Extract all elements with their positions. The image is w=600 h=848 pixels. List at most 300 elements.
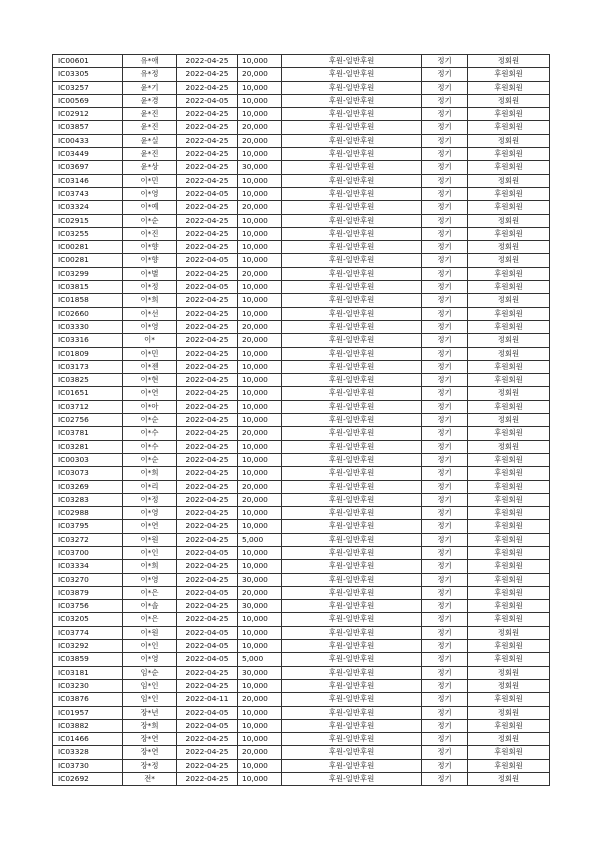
payment-cycle-cell: 정기 (422, 400, 468, 413)
payment-date-cell: 2022-04-25 (177, 174, 238, 187)
table-row (53, 121, 550, 134)
member-name-cell: 이*수 (123, 440, 177, 453)
payment-date-cell: 2022-04-25 (177, 414, 238, 427)
member-grade-cell: 후원회원 (468, 320, 550, 333)
member-id-cell: IC03697 (53, 161, 123, 174)
payment-cycle-cell: 정기 (422, 746, 468, 759)
member-name-cell: 이*선 (123, 307, 177, 320)
member-id-cell: IC01466 (53, 733, 123, 746)
donation-type-cell: 후원-일반후원 (282, 666, 422, 679)
member-grade-cell: 후원회원 (468, 480, 550, 493)
amount-cell: 10,000 (238, 227, 282, 240)
payment-date-cell: 2022-04-25 (177, 573, 238, 586)
table-row (53, 55, 550, 68)
member-id-cell: IC03756 (53, 600, 123, 613)
table-row (53, 241, 550, 254)
member-grade-cell: 정회원 (468, 706, 550, 719)
donation-type-cell: 후원-일반후원 (282, 400, 422, 413)
payment-date-cell: 2022-04-05 (177, 546, 238, 559)
table-row (53, 613, 550, 626)
member-name-cell: 장*연 (123, 746, 177, 759)
table-row (53, 94, 550, 107)
payment-date-cell: 2022-04-25 (177, 480, 238, 493)
member-name-cell: 이* (123, 334, 177, 347)
member-grade-cell: 후원회원 (468, 161, 550, 174)
member-id-cell: IC01651 (53, 387, 123, 400)
member-name-cell: 이*원 (123, 533, 177, 546)
payment-cycle-cell: 정기 (422, 560, 468, 573)
amount-cell: 10,000 (238, 626, 282, 639)
member-id-cell: IC03700 (53, 546, 123, 559)
member-name-cell: 이*솔 (123, 600, 177, 613)
table-row (53, 533, 550, 546)
member-name-cell: 윤*실 (123, 134, 177, 147)
payment-cycle-cell: 정기 (422, 586, 468, 599)
member-grade-cell: 후원회원 (468, 267, 550, 280)
donation-type-cell: 후원-일반후원 (282, 733, 422, 746)
donation-type-cell: 후원-일반후원 (282, 719, 422, 732)
member-grade-cell: 정회원 (468, 134, 550, 147)
payment-date-cell: 2022-04-25 (177, 307, 238, 320)
payment-date-cell: 2022-04-25 (177, 134, 238, 147)
member-grade-cell: 정회원 (468, 94, 550, 107)
payment-cycle-cell: 정기 (422, 68, 468, 81)
payment-date-cell: 2022-04-11 (177, 693, 238, 706)
member-name-cell: 이*아 (123, 400, 177, 413)
payment-date-cell: 2022-04-25 (177, 347, 238, 360)
donation-type-cell: 후원-일반후원 (282, 134, 422, 147)
table-row (53, 507, 550, 520)
payment-date-cell: 2022-04-05 (177, 586, 238, 599)
donation-type-cell: 후원-일반후원 (282, 453, 422, 466)
table-row (53, 81, 550, 94)
member-grade-cell: 후원회원 (468, 653, 550, 666)
payment-date-cell: 2022-04-05 (177, 653, 238, 666)
member-id-cell: IC03255 (53, 227, 123, 240)
member-grade-cell: 후원회원 (468, 307, 550, 320)
payment-date-cell: 2022-04-25 (177, 507, 238, 520)
member-id-cell: IC03743 (53, 187, 123, 200)
donation-type-cell: 후원-일반후원 (282, 480, 422, 493)
amount-cell: 10,000 (238, 360, 282, 373)
member-grade-cell: 정회원 (468, 254, 550, 267)
table-row (53, 187, 550, 200)
donation-type-cell: 후원-일반후원 (282, 94, 422, 107)
member-name-cell: 이*향 (123, 241, 177, 254)
member-name-cell: 임*인 (123, 679, 177, 692)
amount-cell: 10,000 (238, 108, 282, 121)
payment-date-cell: 2022-04-25 (177, 453, 238, 466)
payment-cycle-cell: 정기 (422, 134, 468, 147)
payment-date-cell: 2022-04-25 (177, 746, 238, 759)
member-id-cell: IC01957 (53, 706, 123, 719)
table-row (53, 493, 550, 506)
member-id-cell: IC02912 (53, 108, 123, 121)
amount-cell: 20,000 (238, 480, 282, 493)
member-id-cell: IC03879 (53, 586, 123, 599)
member-id-cell: IC03283 (53, 493, 123, 506)
amount-cell: 10,000 (238, 453, 282, 466)
payment-cycle-cell: 정기 (422, 493, 468, 506)
amount-cell: 10,000 (238, 640, 282, 653)
payment-date-cell: 2022-04-25 (177, 374, 238, 387)
payment-date-cell: 2022-04-25 (177, 241, 238, 254)
amount-cell: 10,000 (238, 94, 282, 107)
member-id-cell: IC03205 (53, 613, 123, 626)
member-grade-cell: 후원회원 (468, 187, 550, 200)
payment-date-cell: 2022-04-25 (177, 360, 238, 373)
table-row (53, 214, 550, 227)
member-grade-cell: 후원회원 (468, 81, 550, 94)
member-id-cell: IC03316 (53, 334, 123, 347)
payment-cycle-cell: 정기 (422, 254, 468, 267)
donation-type-cell: 후원-일반후원 (282, 307, 422, 320)
donation-type-cell: 후원-일반후원 (282, 55, 422, 68)
member-id-cell: IC03257 (53, 81, 123, 94)
member-name-cell: 이*민 (123, 174, 177, 187)
donation-type-cell: 후원-일반후원 (282, 281, 422, 294)
member-name-cell: 이*영 (123, 507, 177, 520)
member-id-cell: IC01858 (53, 294, 123, 307)
donation-type-cell: 후원-일반후원 (282, 746, 422, 759)
member-grade-cell: 정회원 (468, 773, 550, 786)
member-id-cell: IC03795 (53, 520, 123, 533)
member-name-cell: 이*향 (123, 254, 177, 267)
amount-cell: 20,000 (238, 121, 282, 134)
amount-cell: 20,000 (238, 746, 282, 759)
table-row (53, 480, 550, 493)
payment-cycle-cell: 정기 (422, 453, 468, 466)
member-grade-cell: 후원회원 (468, 493, 550, 506)
table-row (53, 161, 550, 174)
member-id-cell: IC03281 (53, 440, 123, 453)
payment-date-cell: 2022-04-25 (177, 294, 238, 307)
table-row (53, 546, 550, 559)
member-name-cell: 이*영 (123, 187, 177, 200)
amount-cell: 20,000 (238, 267, 282, 280)
payment-cycle-cell: 정기 (422, 427, 468, 440)
donation-type-cell: 후원-일반후원 (282, 241, 422, 254)
member-grade-cell: 후원회원 (468, 573, 550, 586)
table-row (53, 653, 550, 666)
member-grade-cell: 후원회원 (468, 148, 550, 161)
member-id-cell: IC03876 (53, 693, 123, 706)
member-id-cell: IC03173 (53, 360, 123, 373)
member-name-cell: 이*정 (123, 281, 177, 294)
payment-cycle-cell: 정기 (422, 733, 468, 746)
table-row (53, 294, 550, 307)
amount-cell: 20,000 (238, 586, 282, 599)
payment-cycle-cell: 정기 (422, 320, 468, 333)
table-row (53, 307, 550, 320)
member-name-cell: 유*애 (123, 55, 177, 68)
donation-type-cell: 후원-일반후원 (282, 640, 422, 653)
payment-date-cell: 2022-04-25 (177, 267, 238, 280)
member-name-cell: 이*순 (123, 453, 177, 466)
table-row (53, 108, 550, 121)
donation-type-cell: 후원-일반후원 (282, 320, 422, 333)
member-id-cell: IC02660 (53, 307, 123, 320)
member-name-cell: 이*민 (123, 347, 177, 360)
payment-cycle-cell: 정기 (422, 719, 468, 732)
donation-type-cell: 후원-일반후원 (282, 374, 422, 387)
payment-cycle-cell: 정기 (422, 666, 468, 679)
donor-table-body (53, 55, 550, 786)
member-grade-cell: 후원회원 (468, 533, 550, 546)
donation-type-cell: 후원-일반후원 (282, 108, 422, 121)
payment-cycle-cell: 정기 (422, 121, 468, 134)
member-grade-cell: 후원회원 (468, 108, 550, 121)
table-row (53, 414, 550, 427)
member-grade-cell: 후원회원 (468, 507, 550, 520)
payment-date-cell: 2022-04-25 (177, 533, 238, 546)
donation-type-cell: 후원-일반후원 (282, 187, 422, 200)
payment-date-cell: 2022-04-25 (177, 773, 238, 786)
donation-type-cell: 후원-일반후원 (282, 214, 422, 227)
amount-cell: 10,000 (238, 374, 282, 387)
payment-date-cell: 2022-04-25 (177, 121, 238, 134)
amount-cell: 10,000 (238, 706, 282, 719)
payment-cycle-cell: 정기 (422, 613, 468, 626)
amount-cell: 20,000 (238, 493, 282, 506)
amount-cell: 20,000 (238, 134, 282, 147)
payment-date-cell: 2022-04-25 (177, 493, 238, 506)
member-name-cell: 이*순 (123, 214, 177, 227)
amount-cell: 30,000 (238, 573, 282, 586)
donation-type-cell: 후원-일반후원 (282, 427, 422, 440)
payment-date-cell: 2022-04-25 (177, 334, 238, 347)
table-row (53, 746, 550, 759)
payment-cycle-cell: 정기 (422, 81, 468, 94)
amount-cell: 10,000 (238, 400, 282, 413)
member-name-cell: 이*희 (123, 467, 177, 480)
member-grade-cell: 정회원 (468, 55, 550, 68)
member-name-cell: 이*희 (123, 560, 177, 573)
member-id-cell: IC03272 (53, 533, 123, 546)
member-grade-cell: 후원회원 (468, 374, 550, 387)
member-grade-cell: 후원회원 (468, 640, 550, 653)
member-name-cell: 윤*진 (123, 148, 177, 161)
table-row (53, 334, 550, 347)
member-id-cell: IC03305 (53, 68, 123, 81)
amount-cell: 10,000 (238, 254, 282, 267)
member-name-cell: 이*희 (123, 294, 177, 307)
table-row (53, 773, 550, 786)
member-grade-cell: 후원회원 (468, 400, 550, 413)
amount-cell: 10,000 (238, 440, 282, 453)
amount-cell: 10,000 (238, 81, 282, 94)
member-grade-cell: 후원회원 (468, 719, 550, 732)
member-grade-cell: 정회원 (468, 294, 550, 307)
member-name-cell: 임*순 (123, 666, 177, 679)
amount-cell: 30,000 (238, 161, 282, 174)
table-row (53, 560, 550, 573)
member-grade-cell: 후원회원 (468, 201, 550, 214)
payment-date-cell: 2022-04-25 (177, 161, 238, 174)
payment-cycle-cell: 정기 (422, 414, 468, 427)
donation-type-cell: 후원-일반후원 (282, 546, 422, 559)
member-id-cell: IC03324 (53, 201, 123, 214)
payment-date-cell: 2022-04-25 (177, 387, 238, 400)
member-id-cell: IC01809 (53, 347, 123, 360)
member-grade-cell: 후원회원 (468, 586, 550, 599)
member-name-cell: 이*진 (123, 227, 177, 240)
payment-cycle-cell: 정기 (422, 360, 468, 373)
donation-type-cell: 후원-일반후원 (282, 679, 422, 692)
member-id-cell: IC03334 (53, 560, 123, 573)
payment-cycle-cell: 정기 (422, 533, 468, 546)
member-id-cell: IC03270 (53, 573, 123, 586)
member-grade-cell: 후원회원 (468, 121, 550, 134)
member-grade-cell: 후원회원 (468, 227, 550, 240)
table-row (53, 719, 550, 732)
member-grade-cell: 후원회원 (468, 453, 550, 466)
member-grade-cell: 후원회원 (468, 759, 550, 772)
member-name-cell: 윤*기 (123, 81, 177, 94)
member-name-cell: 이*은 (123, 586, 177, 599)
amount-cell: 20,000 (238, 334, 282, 347)
payment-cycle-cell: 정기 (422, 626, 468, 639)
donation-type-cell: 후원-일반후원 (282, 653, 422, 666)
payment-date-cell: 2022-04-25 (177, 613, 238, 626)
amount-cell: 10,000 (238, 148, 282, 161)
amount-cell: 20,000 (238, 320, 282, 333)
table-row (53, 360, 550, 373)
payment-cycle-cell: 정기 (422, 546, 468, 559)
member-id-cell: IC03230 (53, 679, 123, 692)
payment-date-cell: 2022-04-25 (177, 55, 238, 68)
payment-date-cell: 2022-04-05 (177, 719, 238, 732)
donation-type-cell: 후원-일반후원 (282, 148, 422, 161)
member-grade-cell: 정회원 (468, 214, 550, 227)
member-id-cell: IC02915 (53, 214, 123, 227)
amount-cell: 10,000 (238, 679, 282, 692)
payment-cycle-cell: 정기 (422, 94, 468, 107)
payment-date-cell: 2022-04-05 (177, 640, 238, 653)
amount-cell: 10,000 (238, 55, 282, 68)
donation-type-cell: 후원-일반후원 (282, 693, 422, 706)
member-id-cell: IC03073 (53, 467, 123, 480)
payment-cycle-cell: 정기 (422, 281, 468, 294)
table-row (53, 520, 550, 533)
table-row (53, 706, 550, 719)
member-grade-cell: 정회원 (468, 733, 550, 746)
table-row (53, 400, 550, 413)
member-name-cell: 이*예 (123, 201, 177, 214)
payment-date-cell: 2022-04-05 (177, 706, 238, 719)
member-grade-cell: 정회원 (468, 626, 550, 639)
member-id-cell: IC00281 (53, 241, 123, 254)
amount-cell: 10,000 (238, 773, 282, 786)
payment-cycle-cell: 정기 (422, 507, 468, 520)
payment-cycle-cell: 정기 (422, 759, 468, 772)
donation-type-cell: 후원-일반후원 (282, 414, 422, 427)
payment-cycle-cell: 정기 (422, 267, 468, 280)
member-grade-cell: 정회원 (468, 174, 550, 187)
member-grade-cell: 후원회원 (468, 68, 550, 81)
payment-date-cell: 2022-04-25 (177, 148, 238, 161)
amount-cell: 10,000 (238, 520, 282, 533)
payment-cycle-cell: 정기 (422, 307, 468, 320)
payment-cycle-cell: 정기 (422, 653, 468, 666)
payment-date-cell: 2022-04-05 (177, 187, 238, 200)
payment-date-cell: 2022-04-25 (177, 679, 238, 692)
amount-cell: 10,000 (238, 187, 282, 200)
table-row (53, 201, 550, 214)
member-grade-cell: 후원회원 (468, 427, 550, 440)
payment-cycle-cell: 정기 (422, 161, 468, 174)
donation-type-cell: 후원-일반후원 (282, 706, 422, 719)
donation-type-cell: 후원-일반후원 (282, 294, 422, 307)
member-name-cell: 이*영 (123, 653, 177, 666)
payment-date-cell: 2022-04-25 (177, 520, 238, 533)
payment-cycle-cell: 정기 (422, 347, 468, 360)
member-id-cell: IC03882 (53, 719, 123, 732)
member-name-cell: 이*현 (123, 374, 177, 387)
member-id-cell: IC03299 (53, 267, 123, 280)
member-name-cell: 이*연 (123, 520, 177, 533)
payment-date-cell: 2022-04-05 (177, 281, 238, 294)
member-grade-cell: 후원회원 (468, 560, 550, 573)
member-id-cell: IC03449 (53, 148, 123, 161)
member-name-cell: 이*순 (123, 414, 177, 427)
payment-date-cell: 2022-04-25 (177, 214, 238, 227)
payment-cycle-cell: 정기 (422, 201, 468, 214)
member-name-cell: 장*정 (123, 759, 177, 772)
member-id-cell: IC03181 (53, 666, 123, 679)
payment-cycle-cell: 정기 (422, 214, 468, 227)
payment-date-cell: 2022-04-25 (177, 666, 238, 679)
donation-type-cell: 후원-일반후원 (282, 161, 422, 174)
member-name-cell: 이*리 (123, 480, 177, 493)
payment-date-cell: 2022-04-25 (177, 81, 238, 94)
member-id-cell: IC03712 (53, 400, 123, 413)
member-id-cell: IC03815 (53, 281, 123, 294)
payment-date-cell: 2022-04-05 (177, 626, 238, 639)
member-name-cell: 윤*진 (123, 108, 177, 121)
payment-cycle-cell: 정기 (422, 241, 468, 254)
member-grade-cell: 후원회원 (468, 520, 550, 533)
amount-cell: 10,000 (238, 307, 282, 320)
payment-cycle-cell: 정기 (422, 294, 468, 307)
member-id-cell: IC00433 (53, 134, 123, 147)
table-row (53, 573, 550, 586)
payment-date-cell: 2022-04-25 (177, 68, 238, 81)
amount-cell: 20,000 (238, 201, 282, 214)
table-row (53, 440, 550, 453)
donation-type-cell: 후원-일반후원 (282, 360, 422, 373)
member-grade-cell: 후원회원 (468, 546, 550, 559)
member-grade-cell: 정회원 (468, 241, 550, 254)
member-id-cell: IC03146 (53, 174, 123, 187)
table-row (53, 733, 550, 746)
table-row (53, 320, 550, 333)
donation-type-cell: 후원-일반후원 (282, 254, 422, 267)
table-row (53, 693, 550, 706)
payment-cycle-cell: 정기 (422, 387, 468, 400)
amount-cell: 20,000 (238, 68, 282, 81)
amount-cell: 10,000 (238, 560, 282, 573)
member-grade-cell: 정회원 (468, 440, 550, 453)
member-grade-cell: 후원회원 (468, 613, 550, 626)
payment-cycle-cell: 정기 (422, 108, 468, 121)
donation-type-cell: 후원-일반후원 (282, 467, 422, 480)
member-id-cell: IC03781 (53, 427, 123, 440)
member-id-cell: IC03825 (53, 374, 123, 387)
payment-cycle-cell: 정기 (422, 480, 468, 493)
donation-type-cell: 후원-일반후원 (282, 174, 422, 187)
member-name-cell: 이*인 (123, 546, 177, 559)
